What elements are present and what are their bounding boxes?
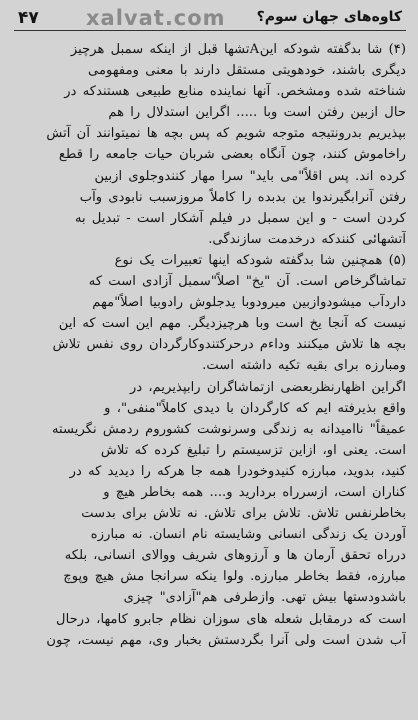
text-line: عمیقاً" ناامیدانه به زندگی وسرنوشت کشوروم ردمش نگریسته bbox=[51, 421, 406, 437]
text-line: نیست که آنجا یخ است وبا هرچیزدیگر. مهم این است که این bbox=[58, 316, 406, 332]
text-line: باشدودستها بیش تهی. وازطرفی هم"آزادی" چیزی bbox=[123, 590, 406, 606]
text-line: آب شدن است ولی آنرا بگردستش بخبار وی، مهم نیست، چون bbox=[46, 632, 406, 648]
text-line: بپذیریم بدرونتیجه متوجه شویم که پس بچه ها نمیتوانند آن آتش bbox=[46, 126, 406, 142]
text-line: اگراین اظهارنظربعضی ازتماشاگران رابپذیریم، در bbox=[129, 379, 406, 395]
text-line: رفتن آنرابگیرندوا ین بدبده را کاملاً مروزسبب نابودی وآب bbox=[79, 189, 406, 205]
text-line: است که درمقابل شعله های سوزان نظام جابرو کامها، درحال bbox=[56, 611, 406, 627]
text-line: کرده اند. پس اقلاً"می باید" سرا مهار کنندوجلوی ازبین bbox=[94, 168, 406, 184]
text-line: آتشهائی کنندکه درخدمت سازندگی. bbox=[208, 231, 406, 247]
text-line: (۵) همچنین شا بدگفته شودکه اینها تعبیرات یک نوع bbox=[114, 252, 406, 268]
text-line: حال ازبین رفتن است وبا ..... اگراین استدلال را هم bbox=[108, 105, 406, 121]
text-line: است. یعنی او، ازاین تزسیستم را تبلیغ کرده که تلاش bbox=[100, 442, 406, 458]
text-line: بخاطرنفس تلاش. تلاش برای تلاش. نه تلاش برای بدست bbox=[81, 506, 406, 522]
watermark: xalvat.com bbox=[86, 6, 226, 30]
text-line: کردن است - و این سمبل در فیلم آشکار است - تبدیل به bbox=[74, 210, 406, 226]
text-line: واقع بذیرفته ایم که کارگردان با دیدی کاملاً"منفی"، و bbox=[104, 400, 406, 416]
text-line: کنید، بدوید، مبارزه کنیدوخودرا همه جا هرکه را دیدید که در bbox=[69, 463, 406, 479]
body-text bbox=[14, 39, 406, 651]
text-line: درراه تحقق آرمان ها و آرزوهای شریف ووالای انسانی، بلکه bbox=[64, 548, 406, 564]
text-line: داردآب میشودوازبین میرودوبا یدجلوش رادوبیا اصلاً"مهم bbox=[92, 295, 406, 311]
text-line: کناران است، ازسرراه بردارید و.... همه بخاطر هیچ و bbox=[103, 484, 406, 500]
text-line: آوردن یک زندگی انسانی وشایسته نام انسان. نه مبارزه bbox=[90, 527, 406, 543]
text-line: راخاموش کنند، چون آنگاه بعضی شربان حیات جامعه را قطع bbox=[58, 147, 406, 163]
page-number: ۴۷ bbox=[18, 8, 39, 28]
text-line: تماشاگرخاص است. آن "یخ" اصلاً"سمبل آزادی است که bbox=[88, 274, 406, 290]
page-header bbox=[14, 6, 406, 31]
text-line: بچه ها تلاش میکنند وداءم درحرکتندوکارگردان روی نفس تلاش bbox=[52, 337, 406, 353]
text-line: ومبارزه برای بقیه تکیه داشته است. bbox=[202, 358, 406, 374]
text-line: دیگری باشند، خودهویتی مستقل دارند با معنی ومفهومی bbox=[87, 63, 406, 79]
text-line: (۴) شا بدگفته شودکه اینAتشها قبل از اینکه سمبل هرچیز bbox=[70, 42, 406, 57]
running-title: کاوه‌های جهان سوم؟ bbox=[256, 9, 402, 25]
text-line: مبارزه، فقط بخاطر مبارزه. ولوا ینکه سرانجا مش هیچ وپوچ bbox=[63, 569, 406, 585]
text-line: شناخته شده ومشخص. آنها نماینده منابع طبیعی هستندکه در bbox=[64, 84, 406, 100]
